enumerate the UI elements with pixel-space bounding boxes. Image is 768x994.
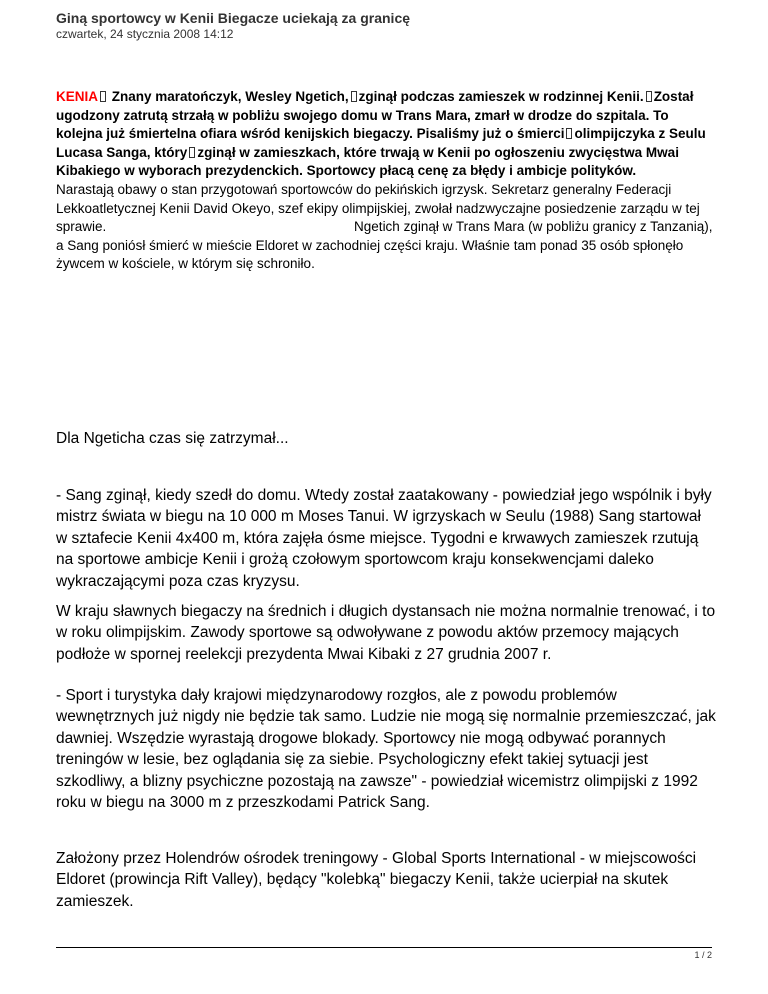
body-paragraph: Dla Ngeticha czas się zatrzymał... (56, 430, 289, 447)
body-paragraph: - Sang zginął, kiedy szedł do domu. Wtedy został zaatakowany - powiedział jego wspólnik i były mistrz świata w biegu na 10 000 m Moses Tanui. W igrzyskach w Seulu (1988) Sang startował w sztafecie Kenii 4x400 m, która zajęła ósme miejsce. Tygodni e krwawych zamieszek rzutują na sportowe ambicje Kenii i grożą czołowym sportowcom kraju konsekwencjami daleko wykraczającymi poza czas kryzysu. (56, 487, 712, 590)
body-paragraph: W kraju sławnych biegaczy na średnich i długich dystansach nie można normalnie trenować, i to w roku olimpijskim. Zawody sportowe są odwoływane z powodu aktów przemocy mających podłoże w spornej reelekcji prezydenta Mwai Kibaki z 27 grudnia 2007 r. (56, 603, 716, 663)
lead-body-text: Ngetich zginął w Trans Mara (w pobliżu granicy z Tanzanią), a Sang poniósł śmierć w mieście Eldoret w zachodniej części kraju. Właśnie tam ponad 35 osób spłonęło żywcem w kościele, w którym się schroniło. (56, 219, 713, 272)
body-paragraph: - Sport i turystyka dały krajowi międzynarodowy rozgłos, ale z powodu problemów wewnętrznych już nigdy nie będzie tak samo. Ludzie nie mogą się normalnie przemieszczać, jak dawniej. Wszędzie wyrastają drogowe blokady. Sportowcy nie mogą odbywać porannych treningów w lesie, bez oglądania się za siebie. Psychologiczny efekt takiej sytuacji jest szkodliwy, a blizny psychiczne pozostają na zawsze" - powiedział wicemistrz olimpijski z 1992 roku w biegu na 3000 m z przeszkodami Patrick Sang. (56, 687, 716, 812)
article-header (56, 10, 712, 42)
lead-text: zginął w zamieszkach, które trwają w Kenii po ogłoszeniu zwycięstwa Mwai Kibakiego w wyborach prezydenckich. Sportowcy płacą cenę za błędy i ambicje polityków. (56, 144, 679, 179)
lead-paragraph (56, 88, 716, 274)
body-paragraph: Założony przez Holendrów ośrodek treningowy - Global Sports International - w miejscowości Eldoret (prowincja Rift Valley), będący "kolebką" biegaczy Kenii, także ucierpiał na skutek zamieszek. (56, 850, 697, 910)
missing-glyph-box (100, 91, 106, 102)
missing-glyph-box (646, 91, 652, 102)
missing-glyph-box (189, 147, 195, 158)
lead-body-text: Narastają obawy o stan przygotowań sportowców do pekińskich igrzysk. Sekretarz generalny Federacji Lekkoatletycznej Kenii David Okeyo, szef ekipy olimpijskiej, zwołał nadzwyczajne posiedzenie zarządu w tej sprawie. (56, 181, 700, 235)
page-number: 1 / 2 (694, 950, 712, 960)
lead-location: KENIA (56, 89, 99, 104)
footer-divider (56, 947, 712, 948)
lead-text: zginął podczas zamieszek w rodzinnej Kenii. (358, 89, 644, 104)
lead-text: Znany maratończyk, Wesley Ngetich, (108, 89, 349, 104)
lead-text: Został ugodzony zatrutą strzałą w pobliżu swojego domu w Trans Mara, zmarł w drodze do szpitala. To kolejna już śmiertelna ofiara wśród kenijskich biegaczy. Pisaliśmy już o śmierci (56, 89, 694, 142)
article-title: Giną sportowcy w Kenii Biegacze uciekają za granicę (56, 10, 411, 26)
missing-glyph-box (566, 128, 572, 139)
lead-text: olimpijczyka z Seulu Lucasa Sanga, który (56, 126, 706, 160)
article-date: czwartek, 24 stycznia 2008 14:12 (56, 27, 234, 41)
missing-glyph-box (351, 91, 357, 102)
